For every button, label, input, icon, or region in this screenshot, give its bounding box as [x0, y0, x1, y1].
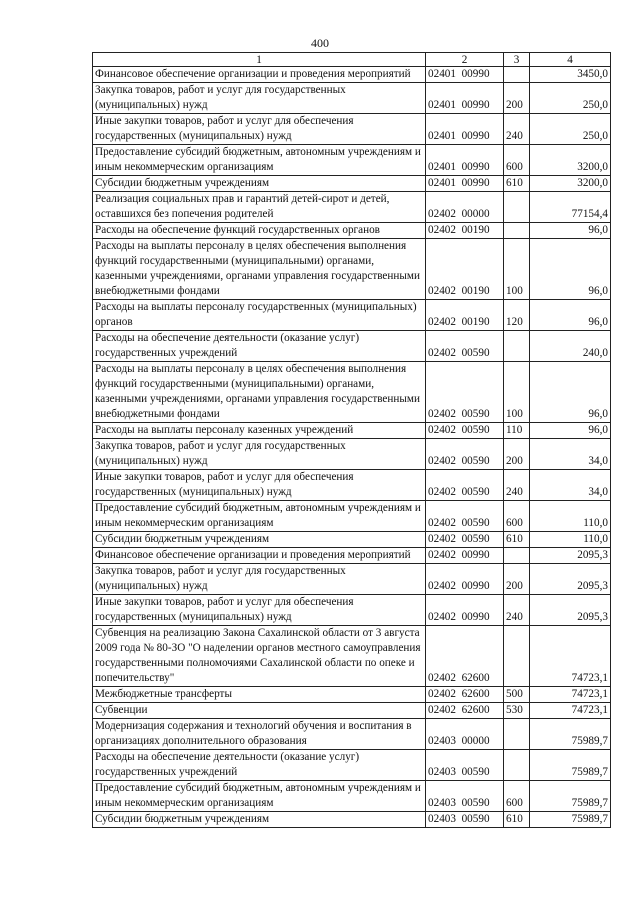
row-code-cell: 02403 00000	[426, 719, 504, 750]
row-amount-cell: 74723,1	[530, 626, 611, 687]
row-name-cell: Иные закупки товаров, работ и услуг для обеспечения государственных (муниципальных) нужд	[93, 595, 426, 626]
row-vr-cell	[504, 750, 530, 781]
row-vr-cell: 610	[504, 176, 530, 192]
table-row	[93, 703, 611, 719]
row-name-cell: Расходы на обеспечение деятельности (оказание услуг) государственных учреждений	[93, 750, 426, 781]
row-amount-cell: 110,0	[530, 532, 611, 548]
table-row	[93, 83, 611, 114]
row-vr-cell: 600	[504, 781, 530, 812]
row-vr-cell: 100	[504, 362, 530, 423]
row-amount-cell: 75989,7	[530, 812, 611, 828]
row-name-cell: Расходы на обеспечение функций государственных органов	[93, 223, 426, 239]
row-amount-cell: 2095,3	[530, 564, 611, 595]
table-row	[93, 439, 611, 470]
row-amount-cell: 3200,0	[530, 176, 611, 192]
row-vr-cell: 200	[504, 439, 530, 470]
row-amount-cell: 75989,7	[530, 750, 611, 781]
row-name-cell: Закупка товаров, работ и услуг для государственных (муниципальных) нужд	[93, 439, 426, 470]
row-amount-cell: 34,0	[530, 439, 611, 470]
row-amount-cell: 96,0	[530, 300, 611, 331]
row-name-cell: Расходы на выплаты персоналу в целях обеспечения выполнения функций государственными (муниципальными) органами, казенными учреждениями, органами управления государственными внебюджетными фондами	[93, 239, 426, 300]
row-name-cell: Субвенции	[93, 703, 426, 719]
table-row	[93, 114, 611, 145]
row-code-cell: 02402 00000	[426, 192, 504, 223]
row-amount-cell: 96,0	[530, 362, 611, 423]
table-row	[93, 331, 611, 362]
table-row	[93, 176, 611, 192]
table-row	[93, 812, 611, 828]
row-name-cell: Закупка товаров, работ и услуг для государственных (муниципальных) нужд	[93, 564, 426, 595]
row-vr-cell: 240	[504, 595, 530, 626]
row-code-cell: 02402 62600	[426, 703, 504, 719]
row-name-cell: Иные закупки товаров, работ и услуг для обеспечения государственных (муниципальных) нужд	[93, 470, 426, 501]
row-amount-cell: 250,0	[530, 114, 611, 145]
row-code-cell: 02402 00590	[426, 532, 504, 548]
row-vr-cell	[504, 192, 530, 223]
row-amount-cell: 96,0	[530, 239, 611, 300]
row-amount-cell: 74723,1	[530, 703, 611, 719]
table-row	[93, 687, 611, 703]
table-row	[93, 719, 611, 750]
row-vr-cell: 600	[504, 145, 530, 176]
row-amount-cell: 74723,1	[530, 687, 611, 703]
row-amount-cell: 250,0	[530, 83, 611, 114]
row-code-cell: 02401 00990	[426, 67, 504, 83]
row-code-cell: 02403 00590	[426, 812, 504, 828]
table-row	[93, 548, 611, 564]
table-header	[93, 53, 611, 67]
row-code-cell: 02402 00990	[426, 595, 504, 626]
row-name-cell: Модернизация содержания и технологий обучения и воспитания в организациях дополнительного образования	[93, 719, 426, 750]
row-code-cell: 02402 00590	[426, 331, 504, 362]
table-row	[93, 67, 611, 83]
row-amount-cell: 34,0	[530, 470, 611, 501]
row-code-cell: 02402 00190	[426, 223, 504, 239]
row-code-cell: 02401 00990	[426, 83, 504, 114]
row-name-cell: Финансовое обеспечение организации и проведения мероприятий	[93, 67, 426, 83]
row-vr-cell: 500	[504, 687, 530, 703]
row-name-cell: Реализация социальных прав и гарантий детей-сирот и детей, оставшихся без попечения родителей	[93, 192, 426, 223]
header-col-4: 4	[530, 53, 611, 67]
row-name-cell: Межбюджетные трансферты	[93, 687, 426, 703]
row-code-cell: 02402 62600	[426, 687, 504, 703]
row-amount-cell: 110,0	[530, 501, 611, 532]
row-code-cell: 02401 00990	[426, 114, 504, 145]
table-row	[93, 781, 611, 812]
row-code-cell: 02402 00990	[426, 564, 504, 595]
table-row	[93, 239, 611, 300]
table-row	[93, 145, 611, 176]
row-name-cell: Расходы на выплаты персоналу казенных учреждений	[93, 423, 426, 439]
row-code-cell: 02402 00190	[426, 300, 504, 331]
row-vr-cell: 600	[504, 501, 530, 532]
row-vr-cell: 200	[504, 564, 530, 595]
row-name-cell: Закупка товаров, работ и услуг для государственных (муниципальных) нужд	[93, 83, 426, 114]
row-name-cell: Субвенция на реализацию Закона Сахалинской области от 3 августа 2009 года № 80-ЗО "О наделении органов местного самоуправления государственными полномочиями Сахалинской области по опеке и попечительству"	[93, 626, 426, 687]
row-vr-cell: 610	[504, 812, 530, 828]
row-code-cell: 02402 62600	[426, 626, 504, 687]
row-name-cell: Расходы на выплаты персоналу в целях обеспечения выполнения функций государственными (муниципальными) органами, казенными учреждениями, органами управления государственными внебюджетными фондами	[93, 362, 426, 423]
row-vr-cell	[504, 719, 530, 750]
row-code-cell: 02402 00590	[426, 362, 504, 423]
row-vr-cell	[504, 548, 530, 564]
row-name-cell: Субсидии бюджетным учреждениям	[93, 176, 426, 192]
table-row	[93, 423, 611, 439]
row-amount-cell: 3200,0	[530, 145, 611, 176]
row-vr-cell: 240	[504, 114, 530, 145]
row-vr-cell: 610	[504, 532, 530, 548]
row-name-cell: Предоставление субсидий бюджетным, автономным учреждениям и иным некоммерческим организациям	[93, 145, 426, 176]
row-code-cell: 02402 00590	[426, 423, 504, 439]
row-amount-cell: 77154,4	[530, 192, 611, 223]
row-name-cell: Предоставление субсидий бюджетным, автономным учреждениям и иным некоммерческим организациям	[93, 781, 426, 812]
row-amount-cell: 240,0	[530, 331, 611, 362]
table-row	[93, 300, 611, 331]
header-col-2: 2	[426, 53, 504, 67]
row-amount-cell: 2095,3	[530, 595, 611, 626]
row-code-cell: 02402 00590	[426, 501, 504, 532]
table-row	[93, 626, 611, 687]
row-amount-cell: 75989,7	[530, 719, 611, 750]
row-vr-cell: 110	[504, 423, 530, 439]
row-vr-cell	[504, 67, 530, 83]
table-row	[93, 501, 611, 532]
table-row	[93, 532, 611, 548]
header-col-1: 1	[93, 53, 426, 67]
page-number: 400	[311, 36, 329, 50]
row-amount-cell: 75989,7	[530, 781, 611, 812]
row-vr-cell	[504, 626, 530, 687]
row-code-cell: 02403 00590	[426, 750, 504, 781]
row-name-cell: Субсидии бюджетным учреждениям	[93, 812, 426, 828]
row-code-cell: 02402 00590	[426, 470, 504, 501]
row-vr-cell: 530	[504, 703, 530, 719]
row-name-cell: Расходы на выплаты персоналу государственных (муниципальных) органов	[93, 300, 426, 331]
row-code-cell: 02402 00590	[426, 439, 504, 470]
header-col-3: 3	[504, 53, 530, 67]
row-amount-cell: 96,0	[530, 223, 611, 239]
row-vr-cell: 100	[504, 239, 530, 300]
row-vr-cell: 120	[504, 300, 530, 331]
table-row	[93, 595, 611, 626]
table-row	[93, 362, 611, 423]
row-amount-cell: 96,0	[530, 423, 611, 439]
row-code-cell: 02402 00190	[426, 239, 504, 300]
row-amount-cell: 2095,3	[530, 548, 611, 564]
table-row	[93, 750, 611, 781]
table-body	[93, 67, 611, 828]
row-name-cell: Предоставление субсидий бюджетным, автономным учреждениям и иным некоммерческим организациям	[93, 501, 426, 532]
row-code-cell: 02403 00590	[426, 781, 504, 812]
row-code-cell: 02401 00990	[426, 176, 504, 192]
table-row	[93, 223, 611, 239]
row-vr-cell	[504, 331, 530, 362]
row-vr-cell	[504, 223, 530, 239]
table-row	[93, 470, 611, 501]
table-row	[93, 192, 611, 223]
budget-table	[92, 52, 611, 828]
row-vr-cell: 200	[504, 83, 530, 114]
row-name-cell: Субсидии бюджетным учреждениям	[93, 532, 426, 548]
row-vr-cell: 240	[504, 470, 530, 501]
row-code-cell: 02401 00990	[426, 145, 504, 176]
table-row	[93, 564, 611, 595]
row-name-cell: Финансовое обеспечение организации и проведения мероприятий	[93, 548, 426, 564]
row-name-cell: Расходы на обеспечение деятельности (оказание услуг) государственных учреждений	[93, 331, 426, 362]
row-code-cell: 02402 00990	[426, 548, 504, 564]
header-row	[93, 53, 611, 67]
row-amount-cell: 3450,0	[530, 67, 611, 83]
row-name-cell: Иные закупки товаров, работ и услуг для обеспечения государственных (муниципальных) нужд	[93, 114, 426, 145]
